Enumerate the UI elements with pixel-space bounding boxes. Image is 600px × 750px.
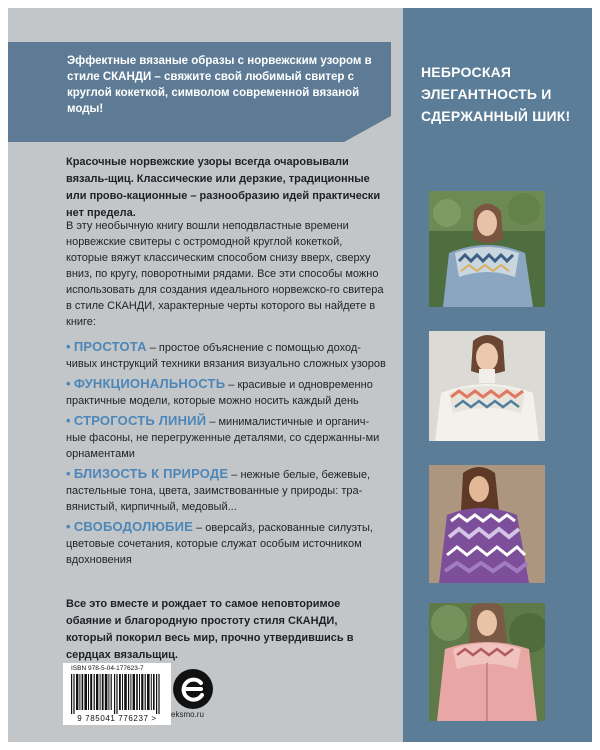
feature-description: – красивые и одновременно практичные модели, которые можно носить каждый день xyxy=(66,379,373,407)
feature-description: – оверсайз, раскованные силуэты, цветовые сочетания, которые служат особым источником вдохновения xyxy=(66,522,373,566)
photo-purple-sweater xyxy=(429,465,545,583)
feature-description: – минималистичные и органич-ные фасоны, не перегруженные деталями, со сдержанны-ми орнаментами xyxy=(66,416,380,460)
photo-pink-cardigan xyxy=(429,603,545,721)
publisher-url: eksmo.ru xyxy=(171,710,204,719)
feature-term: СТРОГОСТЬ ЛИНИЙ xyxy=(73,413,207,428)
bullet-icon: • xyxy=(66,376,71,391)
feature-item xyxy=(66,339,388,372)
intro-paragraph: Красочные норвежские узоры всегда очаровывали вязаль-щиц. Классические или дерзкие, традиционные или прово-кационные – разнообразию идей практически нет предела. xyxy=(66,156,381,219)
feature-term: БЛИЗОСТЬ К ПРИРОДЕ xyxy=(73,466,229,481)
feature-item xyxy=(66,519,388,568)
feature-term: ФУНКЦИОНАЛЬНОСТЬ xyxy=(73,376,226,391)
feature-term: СВОБОДОЛЮБИЕ xyxy=(73,519,194,534)
description-paragraph: В эту необычную книгу вошли неподвластные времени норвежские свитеры с остромодной круглой кокеткой, которые вяжут классическим способом снизу вверх, сверху вниз, по кругу, поворотными рядами. Все эти способы можно использовать для создания идеального норвежско-го свитера в стиле СКАНДИ, характерные черты которого вы найдете в книге: xyxy=(66,220,384,328)
bullet-icon: • xyxy=(66,413,71,428)
back-cover xyxy=(8,8,592,742)
bullet-icon: • xyxy=(66,466,71,481)
feature-description: – нежные белые, бежевые, пастельные тона, цвета, заимствованные у природы: тра-вянистый, кирпичный, медовый... xyxy=(66,469,371,513)
feature-description: – простое объяснение с помощью доход-чивых инструкций техники вязания визуально сложных узоров xyxy=(66,342,386,370)
banner-text: Эффектные вязаные образы с норвежским узором в стиле СКАНДИ – свяжите свой любимый свитер с круглой кокеткой, символом современной вязаной моды! xyxy=(67,55,372,115)
feature-item xyxy=(66,413,388,462)
photo-blue-sweater xyxy=(429,191,545,307)
barcode-number: 9 785041 776237 > xyxy=(77,714,157,723)
eksmo-logo-icon xyxy=(172,668,214,710)
tagline: НЕБРОСКАЯ ЭЛЕГАНТНОСТЬ И СДЕРЖАННЫЙ ШИК! xyxy=(421,64,571,124)
features-list xyxy=(66,339,388,572)
barcode xyxy=(63,663,171,725)
bullet-icon: • xyxy=(66,519,71,534)
isbn-label: ISBN 978-5-04-177623-7 xyxy=(71,665,144,672)
feature-item xyxy=(66,466,388,515)
closing-paragraph: Все это вместе и рождает то самое неповторимое обаяние и благородную простоту стиля СКАНДИ, который покорил весь мир, прочно утвердившись в сердцах вязальщиц. xyxy=(66,598,354,661)
bullet-icon: • xyxy=(66,339,71,354)
feature-item xyxy=(66,376,388,409)
photo-coral-sweater xyxy=(429,331,545,441)
feature-term: ПРОСТОТА xyxy=(73,339,147,354)
